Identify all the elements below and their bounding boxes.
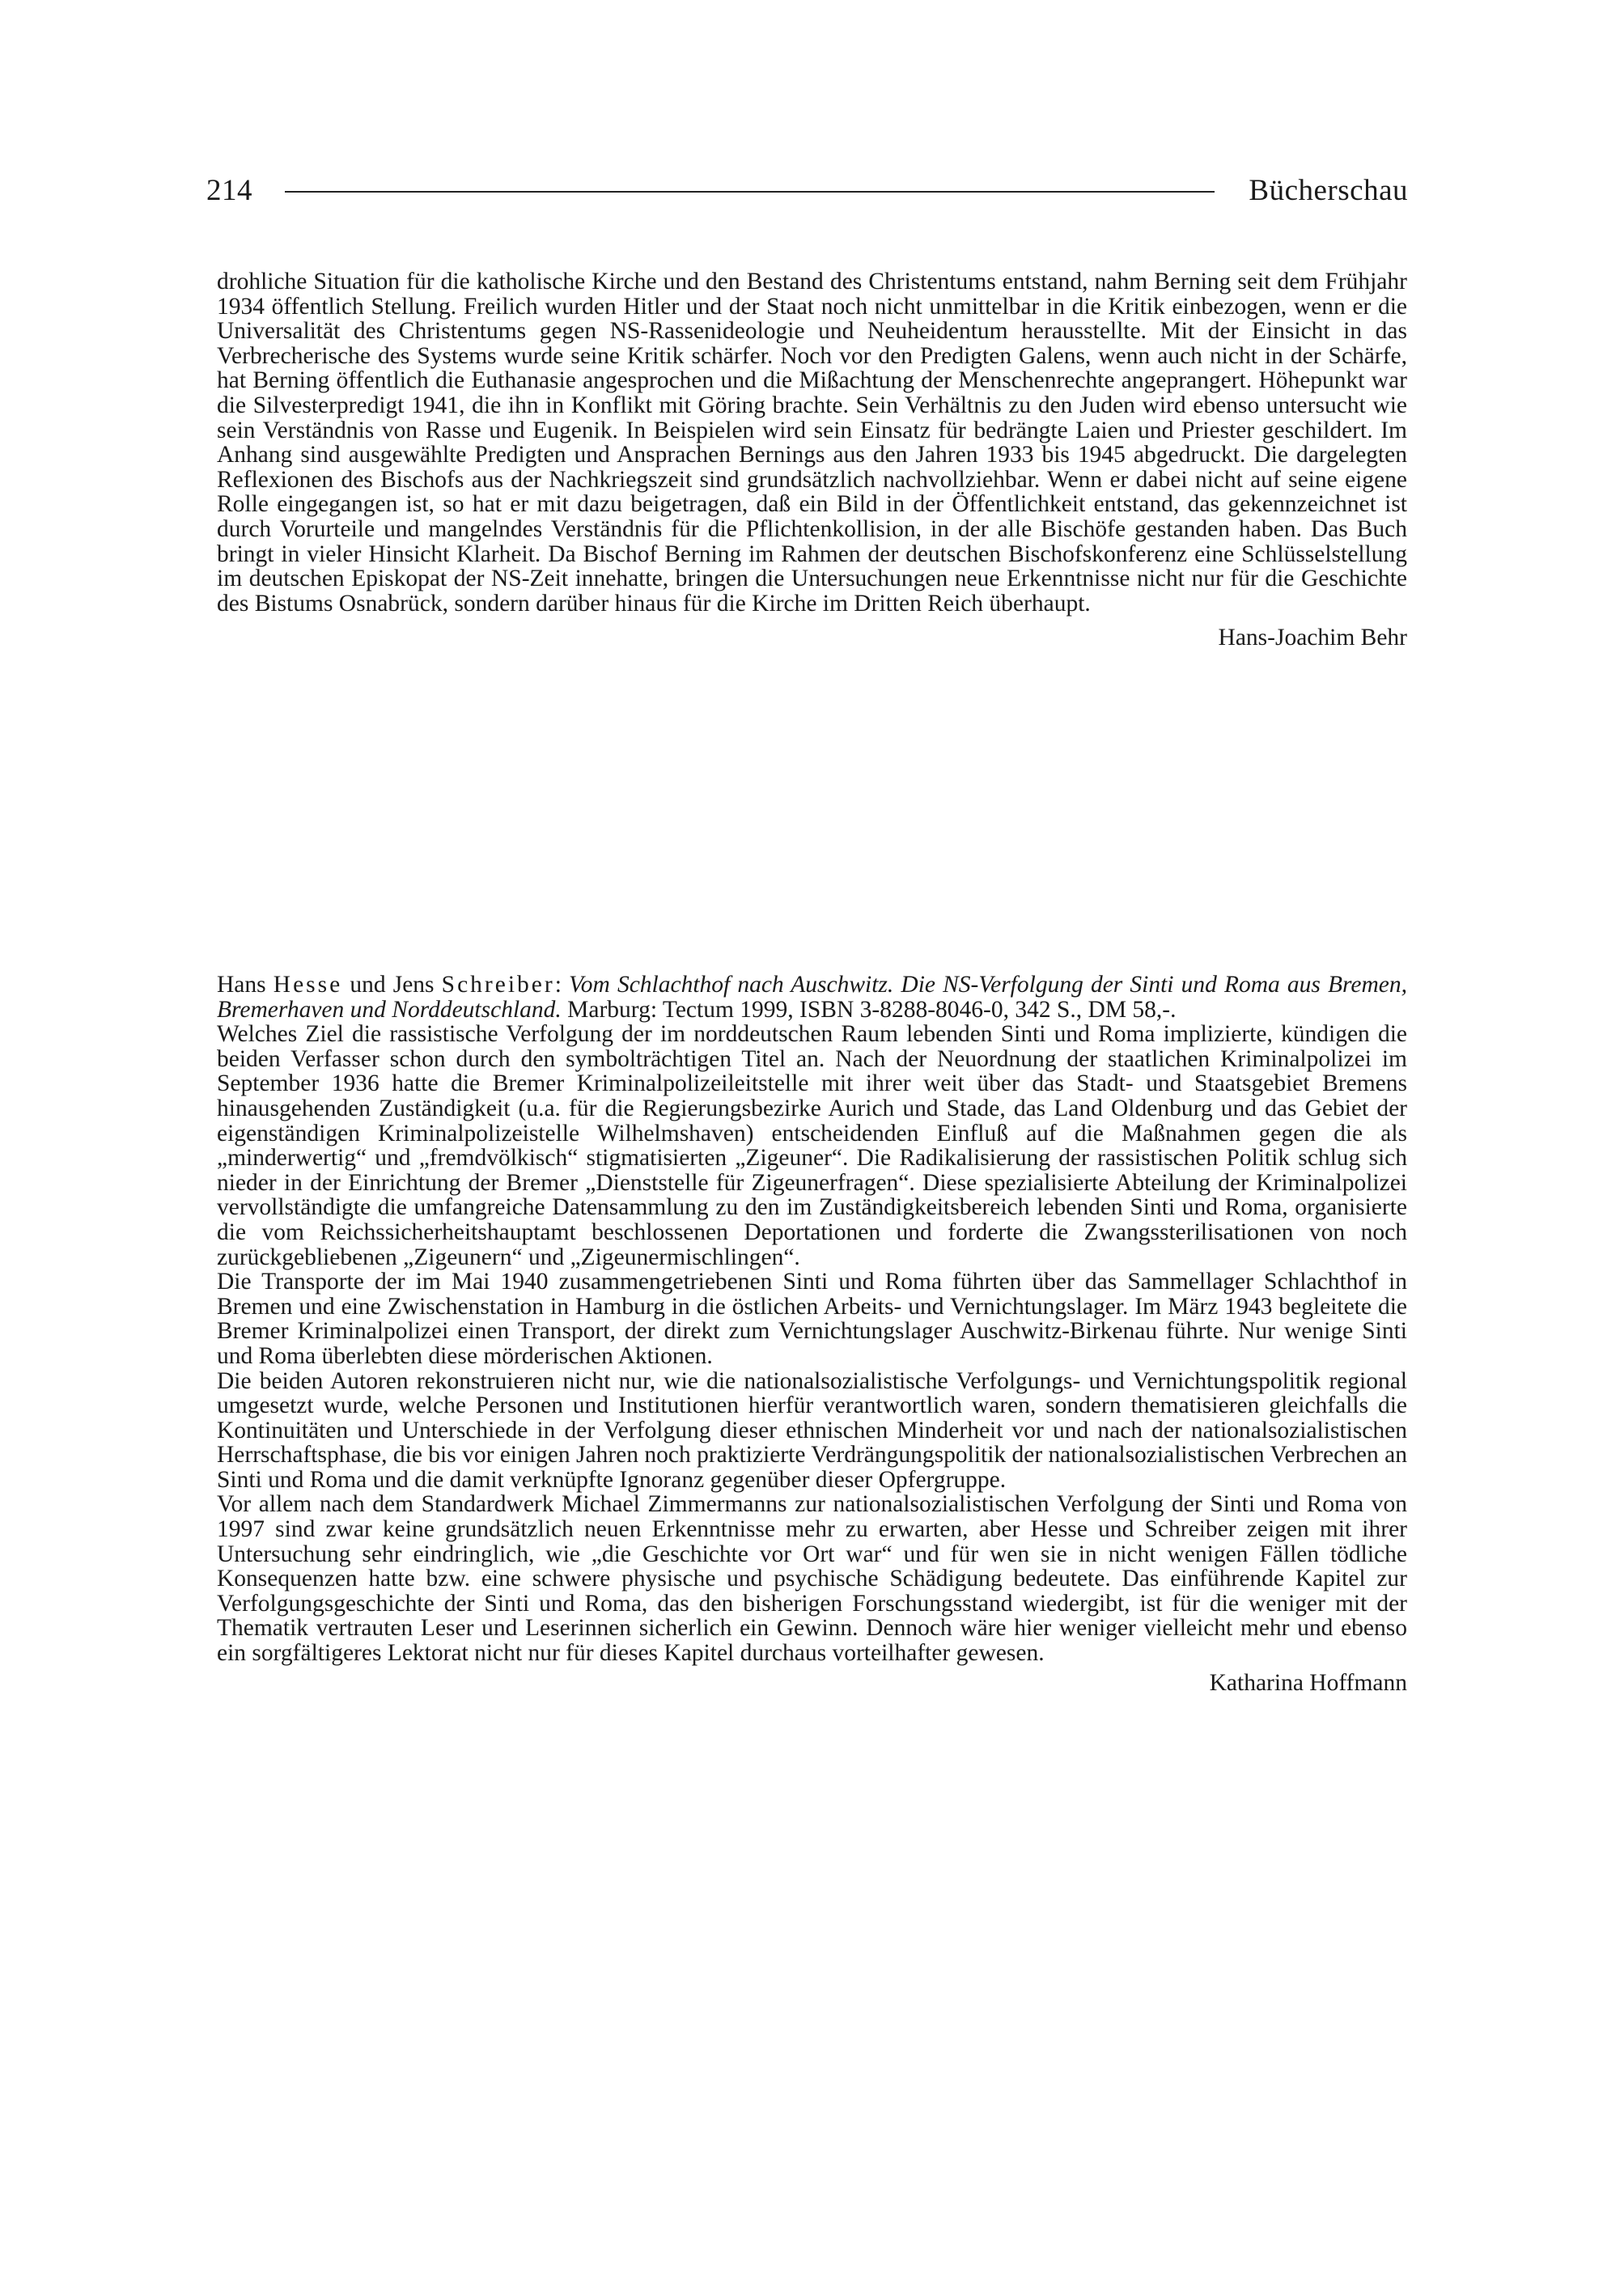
header-rule bbox=[285, 191, 1215, 193]
page-number: 214 bbox=[206, 173, 252, 207]
author2-surname: Schreiber bbox=[441, 972, 555, 998]
reviewer-signature: Hans-Joachim Behr bbox=[1218, 625, 1407, 651]
review-hoffmann bbox=[217, 973, 1407, 1695]
running-header bbox=[206, 170, 1408, 210]
review-paragraph: Vor allem nach dem Standardwerk Michael Zimmermanns zur nationalsozialistischen Verfolgung der Sinti und Roma von 1997 sind zwar keine grundsätzlich neuen Erkenntnisse mehr zu erwarten, aber Hesse und Schreiber zeigen mit ihrer Untersuchung sehr eindringlich, wie „die Geschichte vor Ort war“ und für wen sie in nicht wenigen Fällen tödliche Konsequenzen hatte bzw. eine schwere physische und psychische Schädigung bedeutete. Das einführende Kapitel zur Verfolgungsgeschichte der Sinti und Roma, das den bisherigen Forschungsstand wiedergibt, ist für die weniger mit der Thematik vertrauten Leser und Leserinnen sicherlich ein Gewinn. Dennoch wäre hier weniger vielleicht mehr und ebenso ein sorgfältigeres Lektorat nicht nur für dieses Kapitel durchaus vorteilhafter gewesen. bbox=[217, 1491, 1407, 1667]
review-paragraph: Die beiden Autoren rekonstruieren nicht nur, wie die nationalsozialistische Verfolgungs- und Vernichtungspolitik regional umgesetzt wurde, welche Personen und Institutionen hierfür verantwortlich waren, sondern thematisieren gleichfalls die Kontinuitäten und Unterschiede in der Verfolgung dieser ethnischen Minderheit vor und nach der nationalsozialistischen Herrschaftsphase, die bis vor einigen Jahren noch praktizierte Verdrängungspolitik der nationalsozialistischen Verbrechen an Sinti und Roma und die damit verknüpfte Ignoranz gegenüber dieser Opfergruppe. bbox=[217, 1367, 1407, 1493]
author1-first-name: Hans bbox=[217, 972, 266, 998]
citation-connector: und bbox=[350, 972, 386, 998]
book-citation bbox=[217, 973, 1407, 1022]
review-paragraph: Welches Ziel die rassistische Verfolgung der im norddeutschen Raum lebenden Sinti und Roma implizierte, kündigen die beiden Verfasser schon durch den symbolträchtigen Titel an. Nach der Neuordnung der staatlichen Kriminalpolizei im September 1936 hatte die Bremer Kriminalpolizeileitstelle mit ihrer weit über das Stadt- und Staatsgebiet Bremens hinausgehenden Zuständigkeit (u.a. für die Regierungsbezirke Aurich und Stade, das Land Oldenburg und das Gebiet der eigenständigen Kriminalpolizeistelle Wilhelmshaven) entscheidenden Einfluß auf die Maßnahmen gegen die als „minderwertig“ und „fremdvölkisch“ stigmatisierten „Zigeuner“. Die Radikalisierung der rassistischen Politik schlug sich nieder in der Einrichtung der Bremer „Dienststelle für Zigeunerfragen“. Diese spezialisierte Abteilung der Kriminalpolizei vervollständigte die umfangreiche Datensammlung zu den im Zuständigkeitsbereich lebenden Sinti und Roma, organisierte die vom Reichssicherheitshauptamt beschlossenen Deportationen und forderte die Zwangssterilisationen von noch zurückgebliebenen „Zigeunern“ und „Zigeunermischlingen“. bbox=[217, 1021, 1407, 1270]
book-title: Vom Schlachthof nach Auschwitz. Die NS-Verfolgung der Sinti und Roma aus Bremen, Bremerhaven und Norddeutschland. bbox=[217, 972, 1408, 1023]
author2-first-name: Jens bbox=[392, 972, 435, 998]
reviewer-signature: Katharina Hoffmann bbox=[1209, 1669, 1407, 1696]
review-paragraph: drohliche Situation für die katholische Kirche und den Bestand des Christentums entstand, nahm Berning seit dem Frühjahr 1934 öffentlich Stellung. Freilich wurden Hitler und der Staat noch nicht unmittelbar in die Kritik einbezogen, wenn er die Universalität des Christentums gegen NS-Rassenideologie und Neuheidentum herausstellte. Mit der Einsicht in das Verbrecherische des Systems wurde seine Kritik schärfer. Noch vor den Predigten Galens, wenn auch nicht in der Schärfe, hat Berning öffentlich die Euthanasie angesprochen und die Mißachtung der Menschenrechte angeprangert. Höhepunkt war die Silvesterpredigt 1941, die ihn in Konflikt mit Göring brachte. Sein Verhältnis zu den Juden wird ebenso untersucht wie sein Verständnis von Rasse und Eugenik. In Beispielen wird sein Einsatz für bedrängte Laien und Priester geschildert. Im Anhang sind ausgewählte Predigten und Ansprachen Bernings aus den Jahren 1933 bis 1945 abgedruckt. Die dargelegten Reflexionen des Bischofs aus der Nachkriegszeit sind grundsätzlich nachvollziehbar. Wenn er dabei nicht auf seine eigene Rolle eingegangen ist, so hat er mit dazu beigetragen, daß ein Bild in der Öffentlichkeit entstand, das gekennzeichnet ist durch Vorurteile und mangelndes Verständnis für die Pflichtenkollision, in der alle Bischöfe gestanden haben. Das Buch bringt in vieler Hinsicht Klarheit. Da Bischof Berning im Rahmen der deutschen Bischofskonferenz eine Schlüsselstellung im deutschen Episkopat der NS-Zeit innehatte, bringen die Untersuchungen neue Erkenntnisse nicht nur für die Geschichte des Bistums Osnabrück, sondern darüber hinaus für die Kirche im Dritten Reich überhaupt. bbox=[217, 269, 1407, 617]
review-behr bbox=[217, 269, 1407, 651]
section-title: Bücherschau bbox=[1249, 173, 1408, 207]
author1-surname: Hesse bbox=[273, 972, 343, 998]
citation-colon: : bbox=[554, 972, 562, 998]
review-paragraph: Die Transporte der im Mai 1940 zusammengetriebenen Sinti und Roma führten über das Sammellager Schlachthof in Bremen und eine Zwischenstation in Hamburg in die östlichen Arbeits- und Vernichtungslager. Im März 1943 begleitete die Bremer Kriminalpolizei einen Transport, der direkt zum Vernichtungslager Auschwitz-Birkenau führte. Nur wenige Sinti und Roma überlebten diese mörderischen Aktionen. bbox=[217, 1269, 1407, 1369]
publication-info: Marburg: Tectum 1999, ISBN 3-8288-8046-0, 342 S., DM 58,-. bbox=[567, 996, 1177, 1023]
